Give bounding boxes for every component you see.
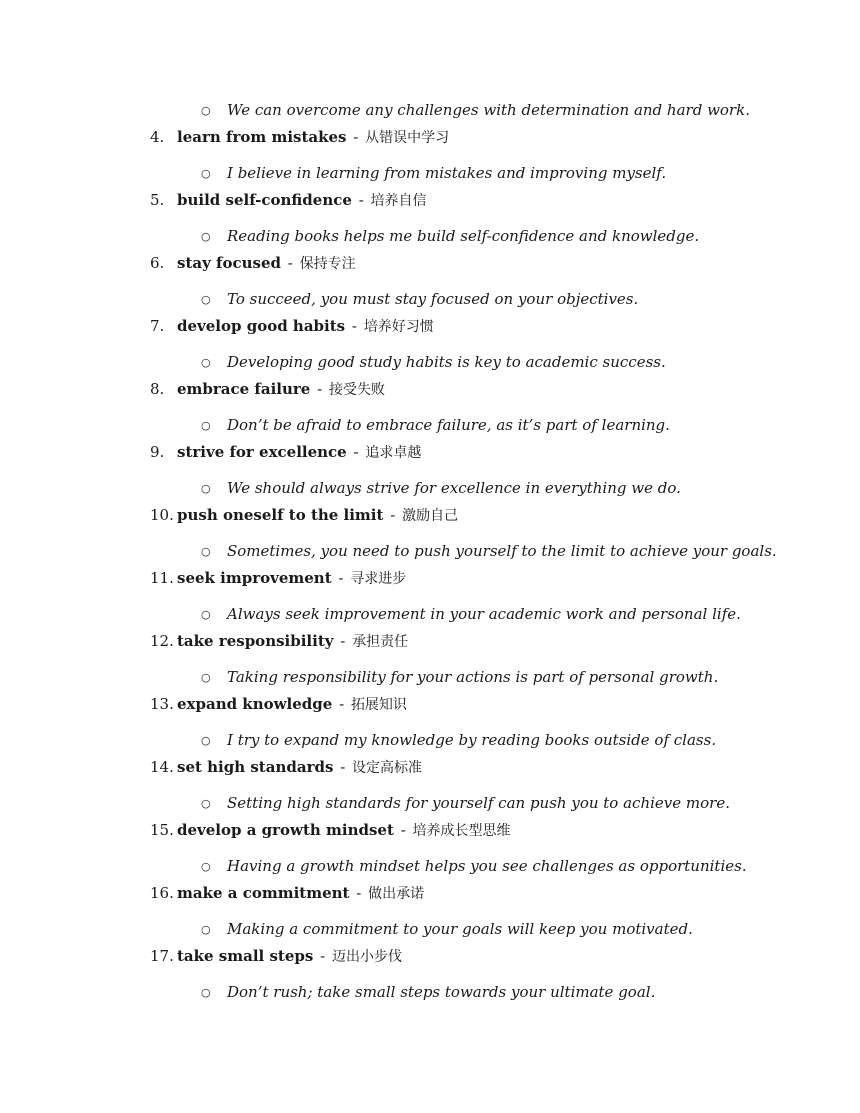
item-separator: - <box>353 443 359 461</box>
item-separator: - <box>351 317 357 335</box>
example-text: Taking responsibility for your actions is part of personal growth. <box>227 668 719 686</box>
item-separator: - <box>340 632 346 650</box>
item-number: 8. <box>150 380 165 398</box>
example-text: I try to expand my knowledge by reading books outside of class. <box>227 731 717 749</box>
example-text: We can overcome any challenges with determination and hard work. <box>227 101 750 119</box>
example-text: Don’t rush; take small steps towards your ultimate goal. <box>227 983 656 1001</box>
item-separator: - <box>353 128 359 146</box>
bullet-icon: ○ <box>201 356 211 369</box>
bullet-icon: ○ <box>201 293 211 306</box>
example-text: Sometimes, you need to push yourself to the limit to achieve your goals. <box>227 542 777 560</box>
item-translation: 做出承诺 <box>368 886 425 902</box>
example-text: Don’t be afraid to embrace failure, as it’s part of learning. <box>227 416 670 434</box>
item-separator: - <box>317 380 323 398</box>
example-text: Having a growth mindset helps you see challenges as opportunities. <box>227 857 747 875</box>
item-number: 15. <box>150 821 174 839</box>
item-number: 10. <box>150 506 174 524</box>
bullet-icon: ○ <box>201 734 211 747</box>
item-number: 16. <box>150 884 174 902</box>
bullet-icon: ○ <box>201 545 211 558</box>
bullet-icon: ○ <box>201 986 211 999</box>
bullet-icon: ○ <box>201 923 211 936</box>
item-separator: - <box>390 506 396 524</box>
example-line <box>201 982 655 1003</box>
item-number: 13. <box>150 695 174 713</box>
item-phrase: stay focused <box>177 254 282 272</box>
list-item <box>150 505 458 526</box>
bullet-icon: ○ <box>201 860 211 873</box>
item-phrase: take small steps <box>177 947 314 965</box>
list-item <box>150 442 421 463</box>
bullet-icon: ○ <box>201 230 211 243</box>
item-phrase: strive for excellence <box>177 443 347 461</box>
example-text: I believe in learning from mistakes and improving myself. <box>227 164 667 182</box>
bullet-icon: ○ <box>201 671 211 684</box>
example-line <box>201 163 666 184</box>
item-separator: - <box>287 254 293 272</box>
item-separator: - <box>320 947 326 965</box>
example-line <box>201 793 730 814</box>
example-text: Reading books helps me build self-confidence and knowledge. <box>227 227 700 245</box>
item-translation: 设定高标准 <box>352 760 423 776</box>
item-phrase: expand knowledge <box>177 695 333 713</box>
item-phrase: push oneself to the limit <box>177 506 384 524</box>
item-translation: 从错误中学习 <box>365 130 450 146</box>
example-text: We should always strive for excellence in everything we do. <box>227 479 681 497</box>
list-item <box>150 568 406 589</box>
item-number: 6. <box>150 254 165 272</box>
example-text: Setting high standards for yourself can push you to achieve more. <box>227 794 730 812</box>
list-item <box>150 631 408 652</box>
example-line <box>201 289 638 310</box>
list-item <box>150 379 385 400</box>
example-line <box>201 919 693 940</box>
item-phrase: make a commitment <box>177 884 350 902</box>
item-translation: 培养自信 <box>370 193 427 209</box>
example-line <box>201 730 716 751</box>
example-line <box>201 856 747 877</box>
item-separator: - <box>338 569 344 587</box>
list-item <box>150 190 427 211</box>
item-number: 11. <box>150 569 174 587</box>
item-separator: - <box>340 758 346 776</box>
item-phrase: set high standards <box>177 758 334 776</box>
item-translation: 迈出小步伐 <box>331 949 402 965</box>
list-item <box>150 946 402 967</box>
list-item <box>150 316 434 337</box>
example-line <box>201 352 666 373</box>
example-line <box>201 415 670 436</box>
example-text: To succeed, you must stay focused on your objectives. <box>227 290 639 308</box>
example-text: Always seek improvement in your academic work and personal life. <box>227 605 741 623</box>
item-phrase: take responsibility <box>177 632 334 650</box>
item-separator: - <box>339 695 345 713</box>
example-line <box>201 541 777 562</box>
example-line <box>201 226 699 247</box>
list-item <box>150 820 511 841</box>
bullet-icon: ○ <box>201 167 211 180</box>
list-item <box>150 883 424 904</box>
item-number: 12. <box>150 632 174 650</box>
bullet-icon: ○ <box>201 104 211 117</box>
item-phrase: learn from mistakes <box>177 128 347 146</box>
item-phrase: build self-confidence <box>177 191 352 209</box>
item-phrase: seek improvement <box>177 569 332 587</box>
item-separator: - <box>400 821 406 839</box>
example-line <box>201 478 681 499</box>
example-text: Making a commitment to your goals will keep you motivated. <box>227 920 693 938</box>
item-number: 4. <box>150 128 165 146</box>
example-line <box>201 100 750 121</box>
example-line <box>201 604 741 625</box>
example-text: Developing good study habits is key to academic success. <box>227 353 666 371</box>
item-separator: - <box>356 884 362 902</box>
example-line <box>201 667 718 688</box>
item-number: 17. <box>150 947 174 965</box>
item-translation: 寻求进步 <box>350 571 407 587</box>
item-translation: 承担责任 <box>352 634 409 650</box>
bullet-icon: ○ <box>201 482 211 495</box>
list-item <box>150 757 422 778</box>
item-separator: - <box>358 191 364 209</box>
item-translation: 培养好习惯 <box>363 319 434 335</box>
item-number: 5. <box>150 191 165 209</box>
item-number: 14. <box>150 758 174 776</box>
item-translation: 追求卓越 <box>365 445 422 461</box>
item-translation: 保持专注 <box>299 256 356 272</box>
item-translation: 接受失败 <box>329 382 385 398</box>
item-translation: 培养成长型思维 <box>412 823 511 839</box>
item-phrase: develop good habits <box>177 317 346 335</box>
bullet-icon: ○ <box>201 797 211 810</box>
bullet-icon: ○ <box>201 419 211 432</box>
item-translation: 拓展知识 <box>350 697 407 713</box>
bullet-icon: ○ <box>201 608 211 621</box>
list-item <box>150 127 449 148</box>
list-item <box>150 253 356 274</box>
list-item <box>150 694 407 715</box>
item-phrase: embrace failure <box>177 380 311 398</box>
item-number: 9. <box>150 443 165 461</box>
item-phrase: develop a growth mindset <box>177 821 394 839</box>
item-translation: 激励自己 <box>402 508 459 524</box>
item-number: 7. <box>150 317 165 335</box>
